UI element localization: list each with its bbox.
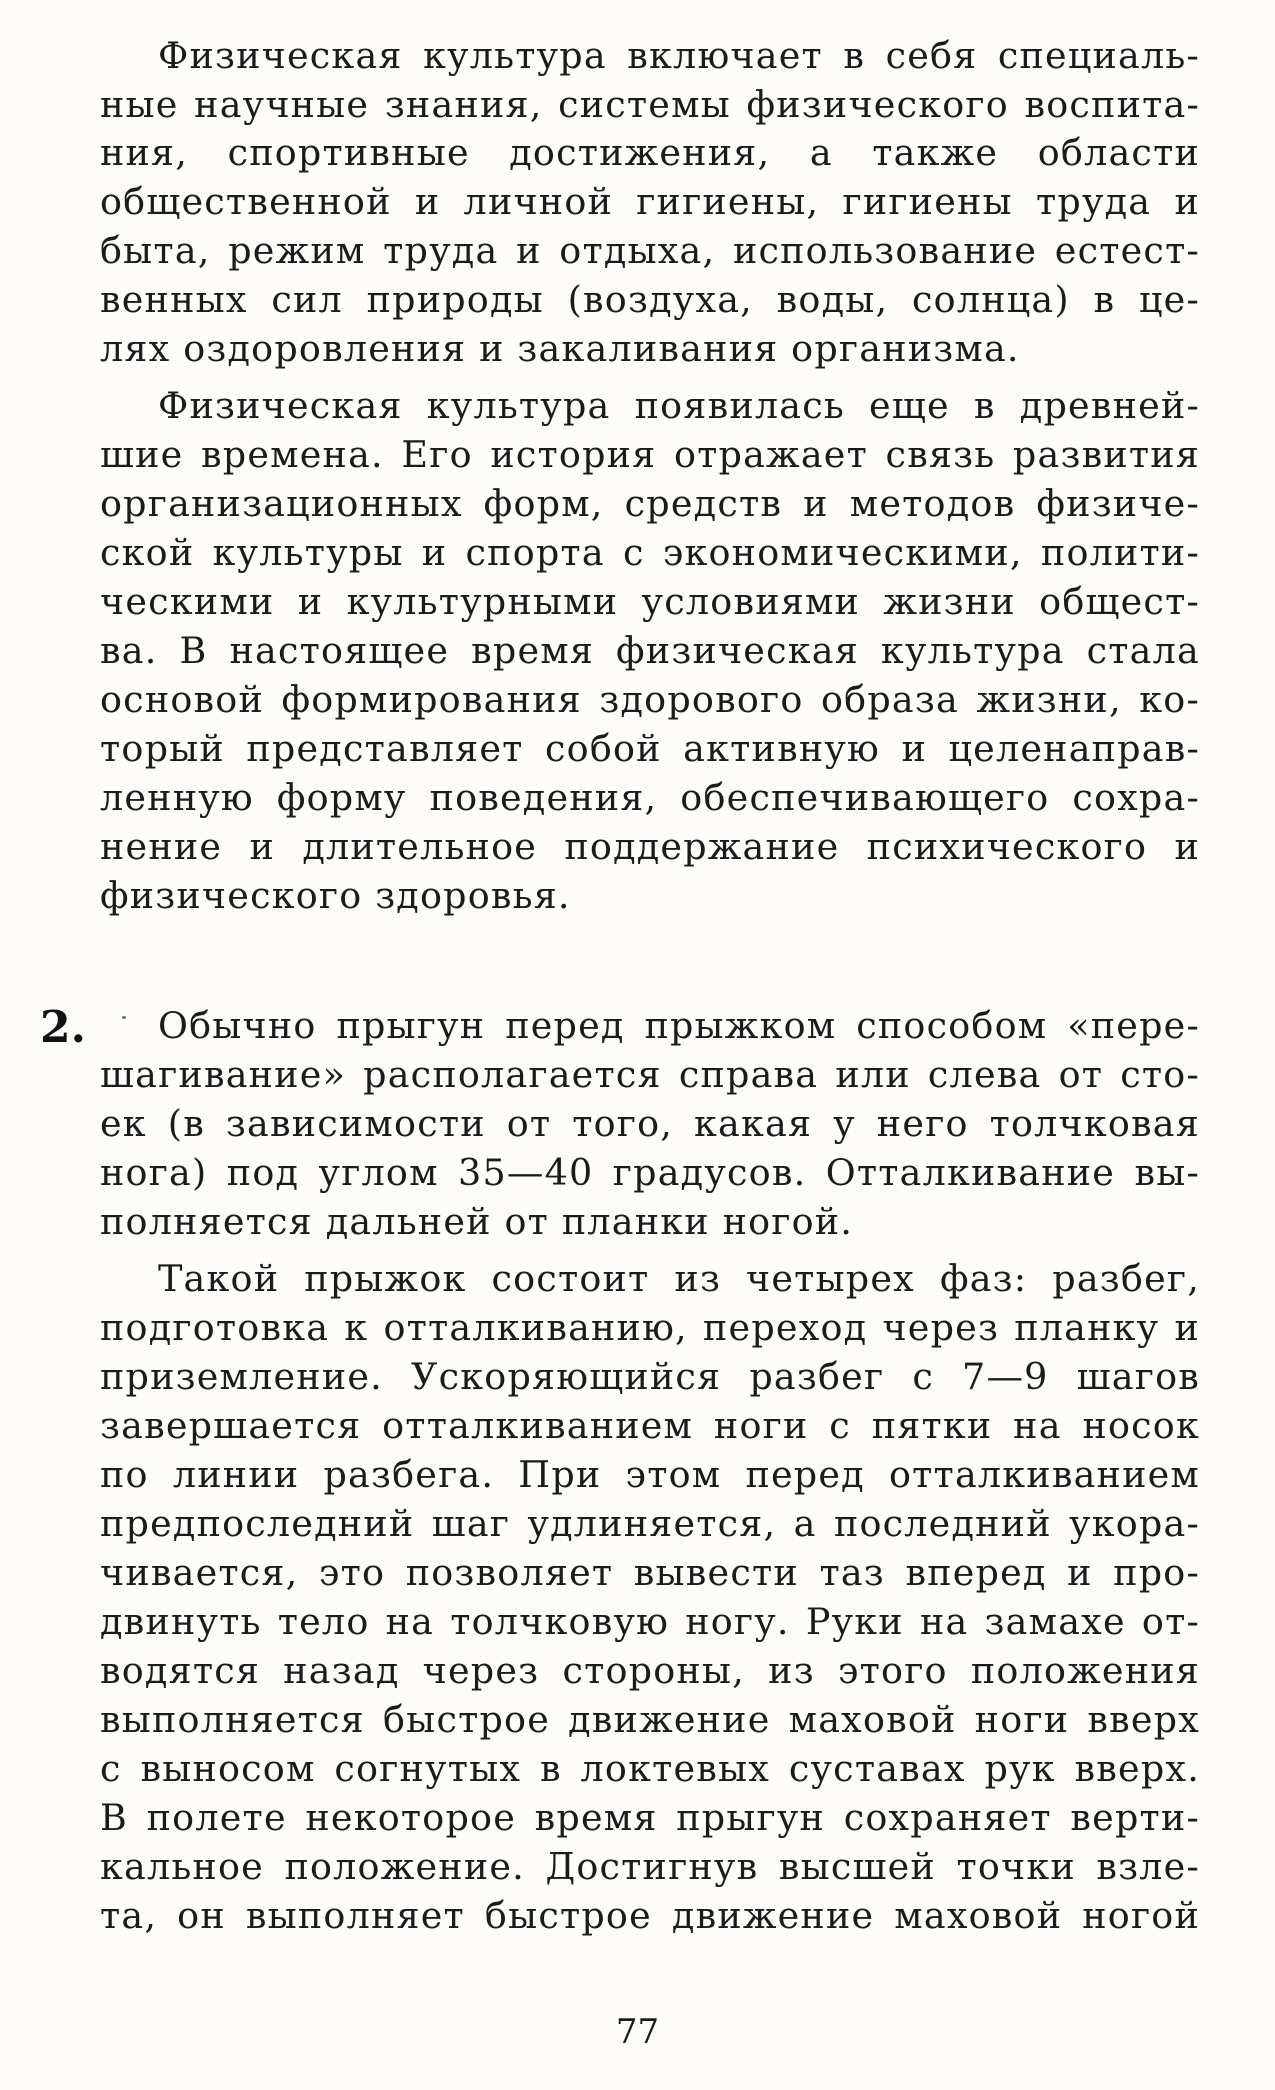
text-line: лях оздоровления и закаливания организма. (100, 327, 1020, 370)
text-line: полняется дальней от планки ногой. (100, 1200, 854, 1243)
section-number: 2. (40, 1002, 86, 1053)
text-line: основой формирования здорового образа жизни, ко- (100, 678, 1200, 721)
text-line: физического здоровья. (100, 874, 571, 917)
text-line: ные научные знания, системы физического воспита- (100, 83, 1200, 126)
text-line: ва. В настоящее время физическая культура стала (100, 629, 1200, 672)
text-line: та, он выполняет быстрое движение маховой ногой (100, 1894, 1200, 1937)
text-line: двинуть тело на толчковую ногу. Руки на замахе от- (100, 1600, 1200, 1643)
text-line: чивается, это позволяет вывести таз вперед и про- (100, 1551, 1200, 1594)
page-number: 77 (615, 2012, 660, 2052)
text-line: выполняется быстрое движение маховой ноги вверх (100, 1698, 1200, 1741)
text-line: нение и длительное поддержание психического и (100, 825, 1200, 868)
text-line: приземление. Ускоряющийся разбег с 7—9 шагов (100, 1355, 1200, 1398)
text-line: шие времена. Его история отражает связь развития (100, 433, 1200, 476)
text-line: шагивание» располагается справа или слева от сто- (100, 1053, 1200, 1096)
text-line: ской культуры и спорта с экономическими, полити- (100, 531, 1200, 574)
text-line: Такой прыжок состоит из четырех фаз: разбег, (158, 1257, 1200, 1300)
text-line: Физическая культура появилась еще в древней- (158, 384, 1200, 427)
text-line: предпоследний шаг удлиняется, а последний укора- (100, 1502, 1200, 1545)
text-line: по линии разбега. При этом перед отталкиванием (100, 1453, 1200, 1496)
text-line: Обычно прыгун перед прыжком способом «пере- (158, 1004, 1200, 1047)
text-line: общественной и личной гигиены, гигиены труда и (100, 180, 1200, 223)
text-line: завершается отталкиванием ноги с пятки на носок (100, 1404, 1200, 1447)
text-line: подготовка к отталкиванию, переход через планку и (100, 1306, 1200, 1349)
text-line: ленную форму поведения, обеспечивающего сохра- (100, 776, 1200, 819)
text-line: ния, спортивные достижения, а также области (100, 131, 1200, 174)
text-line: ек (в зависимости от того, какая у него толчковая (100, 1102, 1200, 1145)
print-speck (122, 1016, 126, 1019)
text-line: организационных форм, средств и методов физиче- (100, 482, 1200, 525)
text-line: В полете некоторое время прыгун сохраняет верти- (100, 1796, 1200, 1839)
text-line: венных сил природы (воздуха, воды, солнца) в це- (100, 278, 1200, 321)
text-line: водятся назад через стороны, из этого положения (100, 1649, 1200, 1692)
text-line: торый представляет собой активную и целенаправ- (100, 727, 1200, 770)
text-line: с выносом согнутых в локтевых суставах рук вверх. (100, 1747, 1200, 1790)
text-line: кальное положение. Достигнув высшей точки взле- (100, 1845, 1200, 1888)
text-line: Физическая культура включает в себя специаль- (158, 34, 1200, 77)
text-line: ческими и культурными условиями жизни общест- (100, 580, 1200, 623)
text-line: быта, режим труда и отдыха, использование естест- (100, 229, 1200, 272)
text-line: нога) под углом 35—40 градусов. Отталкивание вы- (100, 1151, 1200, 1194)
